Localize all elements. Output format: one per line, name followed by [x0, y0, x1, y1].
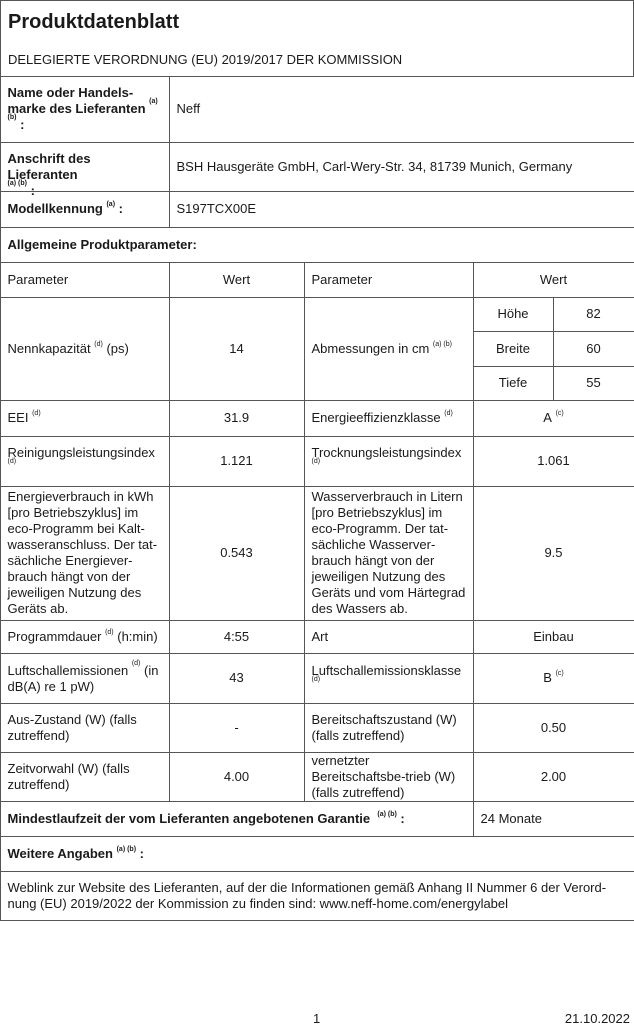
energy-class-footnote: (d)	[444, 410, 453, 418]
page-number: 1	[313, 1011, 320, 1026]
program-footnote: (d)	[105, 629, 114, 637]
eei-value: 31.9	[169, 400, 305, 437]
capacity-footnote: (d)	[94, 341, 103, 349]
cleaning-index-label: Reinigungsleistungsindex $^{(d)}$	[0, 436, 170, 487]
networked-standby-value: 2.00	[473, 752, 634, 802]
dim-width-label: Breite	[473, 331, 554, 367]
supplier-name-label: Name oder Handels-marke des Lieferanten $^{(a)}$ $^{(b)}$ :	[0, 76, 170, 143]
off-mode-value: -	[169, 703, 305, 753]
page-title: Produktdatenblatt	[8, 11, 179, 34]
dim-depth-value: 55	[553, 366, 634, 401]
noise-class-label: Luftschallemissionsklasse $^{(d)}$	[304, 653, 474, 704]
header-value-2: Wert	[473, 262, 634, 298]
energy-consumption-value: 0.543	[169, 486, 305, 621]
cleaning-index-value: 1.121	[169, 436, 305, 487]
energy-class-value-footnote: (c)	[556, 410, 564, 418]
eei-label: EEI $^{(d)}$	[0, 400, 170, 437]
noise-class-value: B $^{(c)}$	[473, 653, 634, 704]
networked-standby-label: vernetzter Bereitschaftsbe-trieb (W) (falls zutreffend)	[304, 752, 474, 802]
standby-label: Bereitschaftszustand (W) (falls zutreffend)	[304, 703, 474, 753]
dim-depth-label: Tiefe	[473, 366, 554, 401]
noise-class-value-footnote: (c)	[556, 670, 564, 678]
warranty-label: Mindestlaufzeit der vom Lieferanten angebotenen Garantie $^{(a) (b)}$ :	[0, 801, 474, 837]
energy-class-value: A $^{(c)}$	[473, 400, 634, 437]
further-info-heading: Weitere Angaben $^{(a) (b)}$ :	[0, 836, 634, 872]
dim-height-label: Höhe	[473, 297, 554, 332]
supplier-address-label: Anschrift des Lieferanten $^{(a) (b)}$ :	[0, 142, 170, 192]
document-date: 21.10.2022	[565, 1011, 630, 1026]
program-duration-label: Programmdauer $^{(d)}$ (h:min)	[0, 620, 170, 654]
noise-label: Luftschallemissionen $^{(d)}$ (in dB(A) re 1 pW)	[0, 653, 170, 704]
header-param-1: Parameter	[0, 262, 170, 298]
drying-index-label: Trocknungsleistungsindex $^{(d)}$	[304, 436, 474, 487]
supplier-address-value: BSH Hausgeräte GmbH, Carl-Wery-Str. 34, 81739 Munich, Germany	[169, 142, 634, 192]
regulation-subtitle: DELEGIERTE VERORDNUNG (EU) 2019/2017 DER KOMMISSION	[8, 52, 402, 67]
dim-width-value: 60	[553, 331, 634, 367]
model-footnote: (a)	[106, 201, 115, 209]
energy-class-label: Energieeffizienzklasse $^{(d)}$	[304, 400, 474, 437]
model-value: S197TCX00E	[169, 191, 634, 228]
dimensions-footnote: (a) (b)	[433, 341, 452, 349]
header-block	[0, 0, 634, 77]
standby-value: 0.50	[473, 703, 634, 753]
dimensions-label: Abmessungen in cm $^{(a) (b)}$	[304, 297, 474, 401]
type-value: Einbau	[473, 620, 634, 654]
warranty-footnote: (a) (b)	[377, 811, 396, 819]
further-info-text: Weblink zur Website des Lieferanten, auf der die Informationen gemäß Anhang II Nummer 6 der Verord-nung (EU) 2019/2022 der Kommission zu finden sind: www.neff-home.com/energylabel	[0, 871, 634, 921]
off-mode-label: Aus-Zustand (W) (falls zutreffend)	[0, 703, 170, 753]
eei-footnote: (d)	[32, 410, 41, 418]
energy-consumption-label: Energieverbrauch in kWh [pro Betriebszyklus] im eco-Programm bei Kalt-wasseranschluss. Der tat-sächliche Energiever-brauch hängt von der jeweiligen Nutzung des Geräts ab.	[0, 486, 170, 621]
general-params-heading: Allgemeine Produktparameter:	[0, 227, 634, 263]
header-param-2: Parameter	[304, 262, 474, 298]
noise-value: 43	[169, 653, 305, 704]
further-info-footnote: (a) (b)	[117, 846, 136, 854]
water-consumption-label: Wasserverbrauch in Litern [pro Betriebszyklus] im eco-Programm. Der tat-sächliche Wasserver-brauch hängt von der jeweiligen Nutzung des Geräts und vom Härtegrad des Wassers ab.	[304, 486, 474, 621]
supplier-name-value: Neff	[169, 76, 634, 143]
capacity-label: Nennkapazität $^{(d)}$ (ps)	[0, 297, 170, 401]
type-label: Art	[304, 620, 474, 654]
model-label: Modellkennung $^{(a)}$ :	[0, 191, 170, 228]
warranty-value: 24 Monate	[473, 801, 634, 837]
program-duration-value: 4:55	[169, 620, 305, 654]
capacity-value: 14	[169, 297, 305, 401]
dim-height-value: 82	[553, 297, 634, 332]
header-value-1: Wert	[169, 262, 305, 298]
drying-index-value: 1.061	[473, 436, 634, 487]
water-consumption-value: 9.5	[473, 486, 634, 621]
delay-start-value: 4.00	[169, 752, 305, 802]
delay-start-label: Zeitvorwahl (W) (falls zutreffend)	[0, 752, 170, 802]
